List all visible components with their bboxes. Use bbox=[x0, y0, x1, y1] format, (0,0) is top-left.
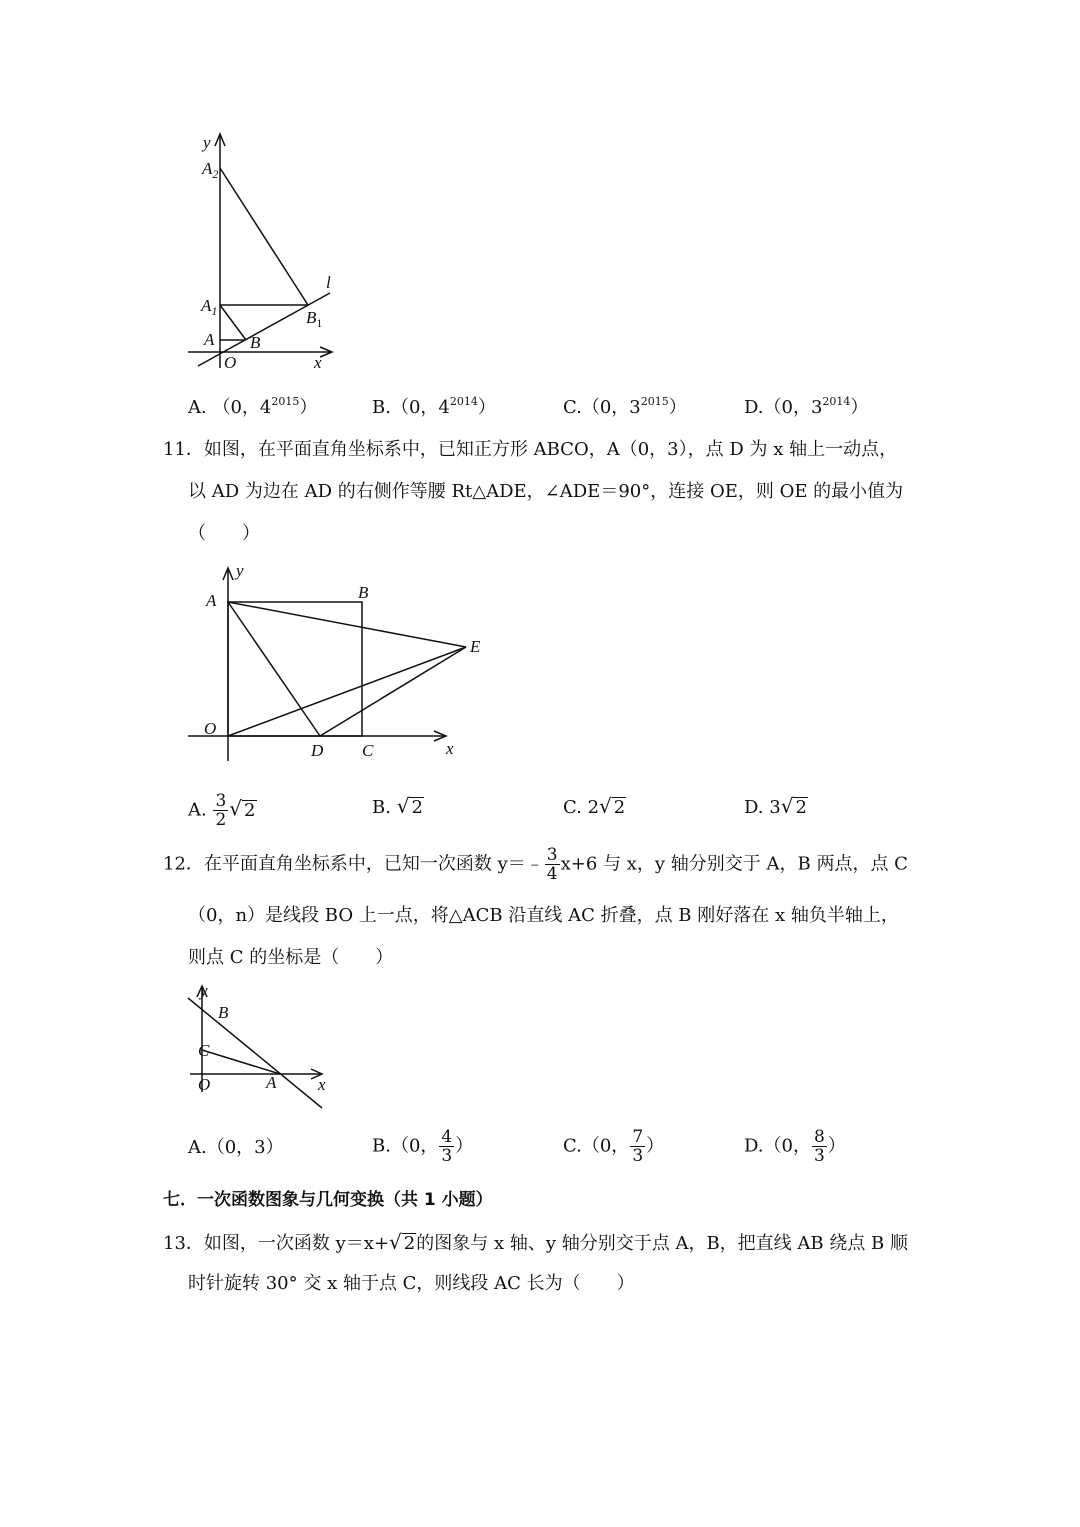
q11-seg-oe bbox=[228, 647, 466, 736]
section-7-heading: 七．一次函数图象与几何变换（共 1 小题） bbox=[163, 1190, 493, 1210]
q11-option-b[interactable]: B. √ 2 bbox=[372, 794, 423, 818]
q11-seg-de bbox=[320, 647, 466, 736]
q12-label-a: A bbox=[266, 1073, 277, 1092]
q11-option-c[interactable]: C. 2√ 2 bbox=[563, 794, 626, 818]
q12-option-d[interactable]: D.（0， $\frac{8}{3}$ ） bbox=[744, 1127, 846, 1166]
q13-number: 13． bbox=[163, 1233, 204, 1254]
q11-label-x: x bbox=[446, 739, 454, 758]
q12-label-y: y bbox=[200, 981, 208, 1000]
q10-label-o: O bbox=[224, 353, 237, 372]
q10-label-a1: $A_1$ bbox=[201, 296, 218, 318]
q12-option-b[interactable]: B.（0， $\frac{4}{3}$ ） bbox=[372, 1127, 474, 1166]
q10-option-a[interactable]: A. （0，$4^{2015}$） bbox=[188, 395, 318, 418]
q11-square bbox=[228, 602, 362, 736]
q10-label-y: y bbox=[203, 133, 211, 152]
q11-text-line2: 以 AD 为边在 AD 的右侧作等腰 Rt△ADE，∠ADE＝90°，连接 OE，则 OE 的最小值为 bbox=[188, 481, 904, 502]
q11-label-e: E bbox=[470, 637, 480, 656]
q10-label-b: B bbox=[250, 333, 261, 352]
q10-label-x: x bbox=[314, 353, 322, 372]
q11-label-d: D bbox=[311, 741, 324, 760]
q10-option-d[interactable]: D.（0，$3^{2014}$） bbox=[744, 395, 869, 418]
q12-text-line1: 12．在平面直角坐标系中，已知一次函数 y＝﹣ $\frac{3}{4}$ x+6 与 x，y 轴分别交于 A，B 两点，点 C bbox=[163, 845, 908, 884]
q10-label-a2: $A_2$ bbox=[202, 159, 219, 181]
q11-label-c: C bbox=[362, 741, 374, 760]
q12-label-b: B bbox=[218, 1003, 229, 1022]
q12-label-c: C bbox=[198, 1041, 210, 1060]
q10-seg-a1b bbox=[220, 305, 246, 340]
q10-label-l: l bbox=[326, 273, 331, 292]
q11-option-a[interactable]: A. $\frac{3}{2}$ √ 2 bbox=[188, 791, 256, 830]
q12-text-line2: （0，n）是线段 BO 上一点，将△ACB 沿直线 AC 折叠，点 B 刚好落在 x 轴负半轴上， bbox=[188, 905, 899, 926]
q12-option-a[interactable]: A.（0，3） bbox=[188, 1137, 284, 1158]
q11-label-a: A bbox=[206, 591, 217, 610]
q12-number: 12． bbox=[163, 853, 204, 875]
q12-option-c[interactable]: C.（0， $\frac{7}{3}$ ） bbox=[563, 1127, 665, 1166]
q10-seg-a2b1 bbox=[220, 168, 308, 305]
q12-label-o: O bbox=[198, 1075, 211, 1094]
q11-text-line3: （ ） bbox=[188, 523, 260, 544]
q11-label-y: y bbox=[236, 561, 244, 580]
q13-text-line1: 13．如图，一次函数 y＝x+√ 2的图象与 x 轴、y 轴分别交于点 A，B，把直线 AB 绕点 B 顺 bbox=[163, 1230, 909, 1254]
q10-option-c[interactable]: C.（0，$3^{2015}$） bbox=[563, 395, 687, 418]
q11-option-d[interactable]: D. 3√ 2 bbox=[744, 794, 807, 818]
q12-figure bbox=[180, 980, 340, 1112]
q11-number: 11． bbox=[163, 439, 204, 460]
q11-label-o: O bbox=[204, 719, 217, 738]
q10-label-a: A bbox=[204, 330, 215, 349]
q10-figure bbox=[180, 128, 350, 378]
q11-label-b: B bbox=[358, 583, 369, 602]
q10-line-l bbox=[198, 293, 330, 366]
q11-seg-ad bbox=[228, 602, 320, 736]
q13-text-line2: 时针旋转 30° 交 x 轴于点 C，则线段 AC 长为（ ） bbox=[188, 1273, 635, 1294]
q12-text-line3: 则点 C 的坐标是（ ） bbox=[188, 947, 394, 968]
q11-text-line1: 11．如图，在平面直角坐标系中，已知正方形 ABCO，A（0，3），点 D 为 x 轴上一动点， bbox=[163, 439, 898, 460]
q12-seg-ca bbox=[202, 1050, 280, 1074]
q11-seg-ae bbox=[228, 602, 466, 647]
q10-label-b1: $B_1$ bbox=[306, 308, 323, 330]
q10-option-b[interactable]: B.（0，$4^{2014}$） bbox=[372, 395, 496, 418]
q11-figure bbox=[180, 556, 480, 766]
q12-label-x: x bbox=[318, 1075, 326, 1094]
